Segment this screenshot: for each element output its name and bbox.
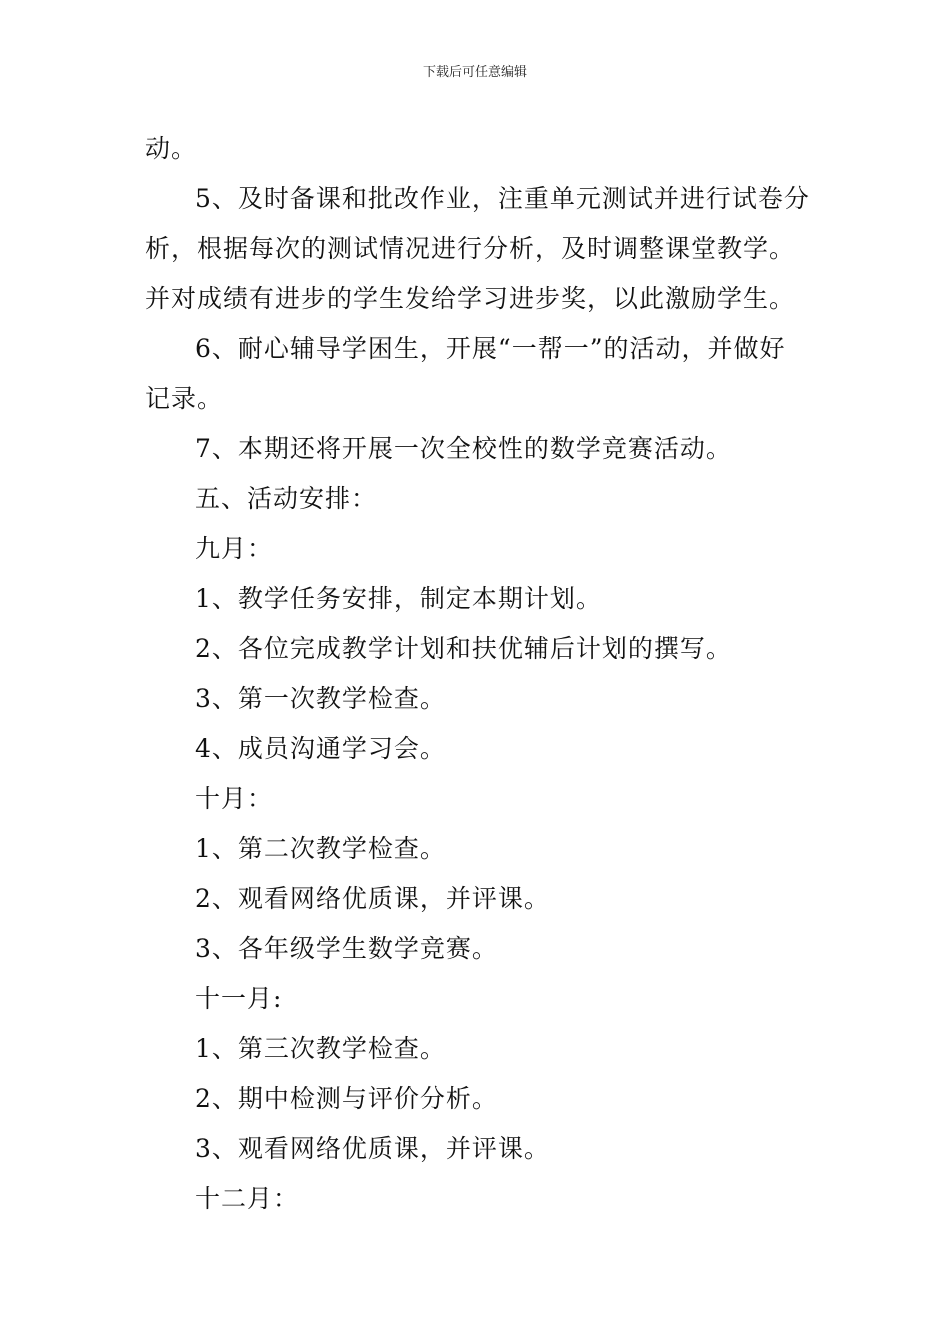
text-line: 1、第二次教学检查。 bbox=[195, 834, 446, 863]
text-line: 1、教学任务安排，制定本期计划。 bbox=[195, 584, 602, 613]
text-line: 3、观看网络优质课，并评课。 bbox=[195, 1134, 550, 1163]
text-line: 6、耐心辅导学困生，开展“一帮一”的活动，并做好 bbox=[195, 334, 786, 363]
text-line: 并对成绩有进步的学生发给学习进步奖，以此激励学生。 bbox=[145, 284, 796, 313]
month-heading: 十月： bbox=[195, 784, 274, 813]
text-line: 2、期中检测与评价分析。 bbox=[195, 1084, 498, 1113]
text-line: 2、观看网络优质课，并评课。 bbox=[195, 884, 550, 913]
section-heading: 五、活动安排： bbox=[195, 484, 378, 513]
text-line: 1、第三次教学检查。 bbox=[195, 1034, 446, 1063]
month-heading: 十一月: bbox=[195, 984, 283, 1013]
text-line: 4、成员沟通学习会。 bbox=[195, 734, 446, 763]
document-body bbox=[145, 124, 810, 1224]
text-line: 3、第一次教学检查。 bbox=[195, 684, 446, 713]
text-line: 7、本期还将开展一次全校性的数学竞赛活动。 bbox=[195, 434, 732, 463]
page-header-note: 下载后可任意编辑 bbox=[422, 65, 527, 80]
text-line: 5、及时备课和批改作业，注重单元测试并进行试卷分 bbox=[195, 184, 810, 213]
month-heading: 十二月： bbox=[195, 1184, 300, 1213]
text-line: 动。 bbox=[145, 134, 198, 163]
text-line: 析，根据每次的测试情况进行分析，及时调整课堂教学。 bbox=[145, 234, 796, 263]
month-heading: 九月： bbox=[195, 534, 274, 563]
text-line: 记录。 bbox=[145, 384, 224, 413]
text-line: 2、各位完成教学计划和扶优辅后计划的撰写。 bbox=[195, 634, 732, 663]
text-line: 3、各年级学生数学竞赛。 bbox=[195, 934, 498, 963]
